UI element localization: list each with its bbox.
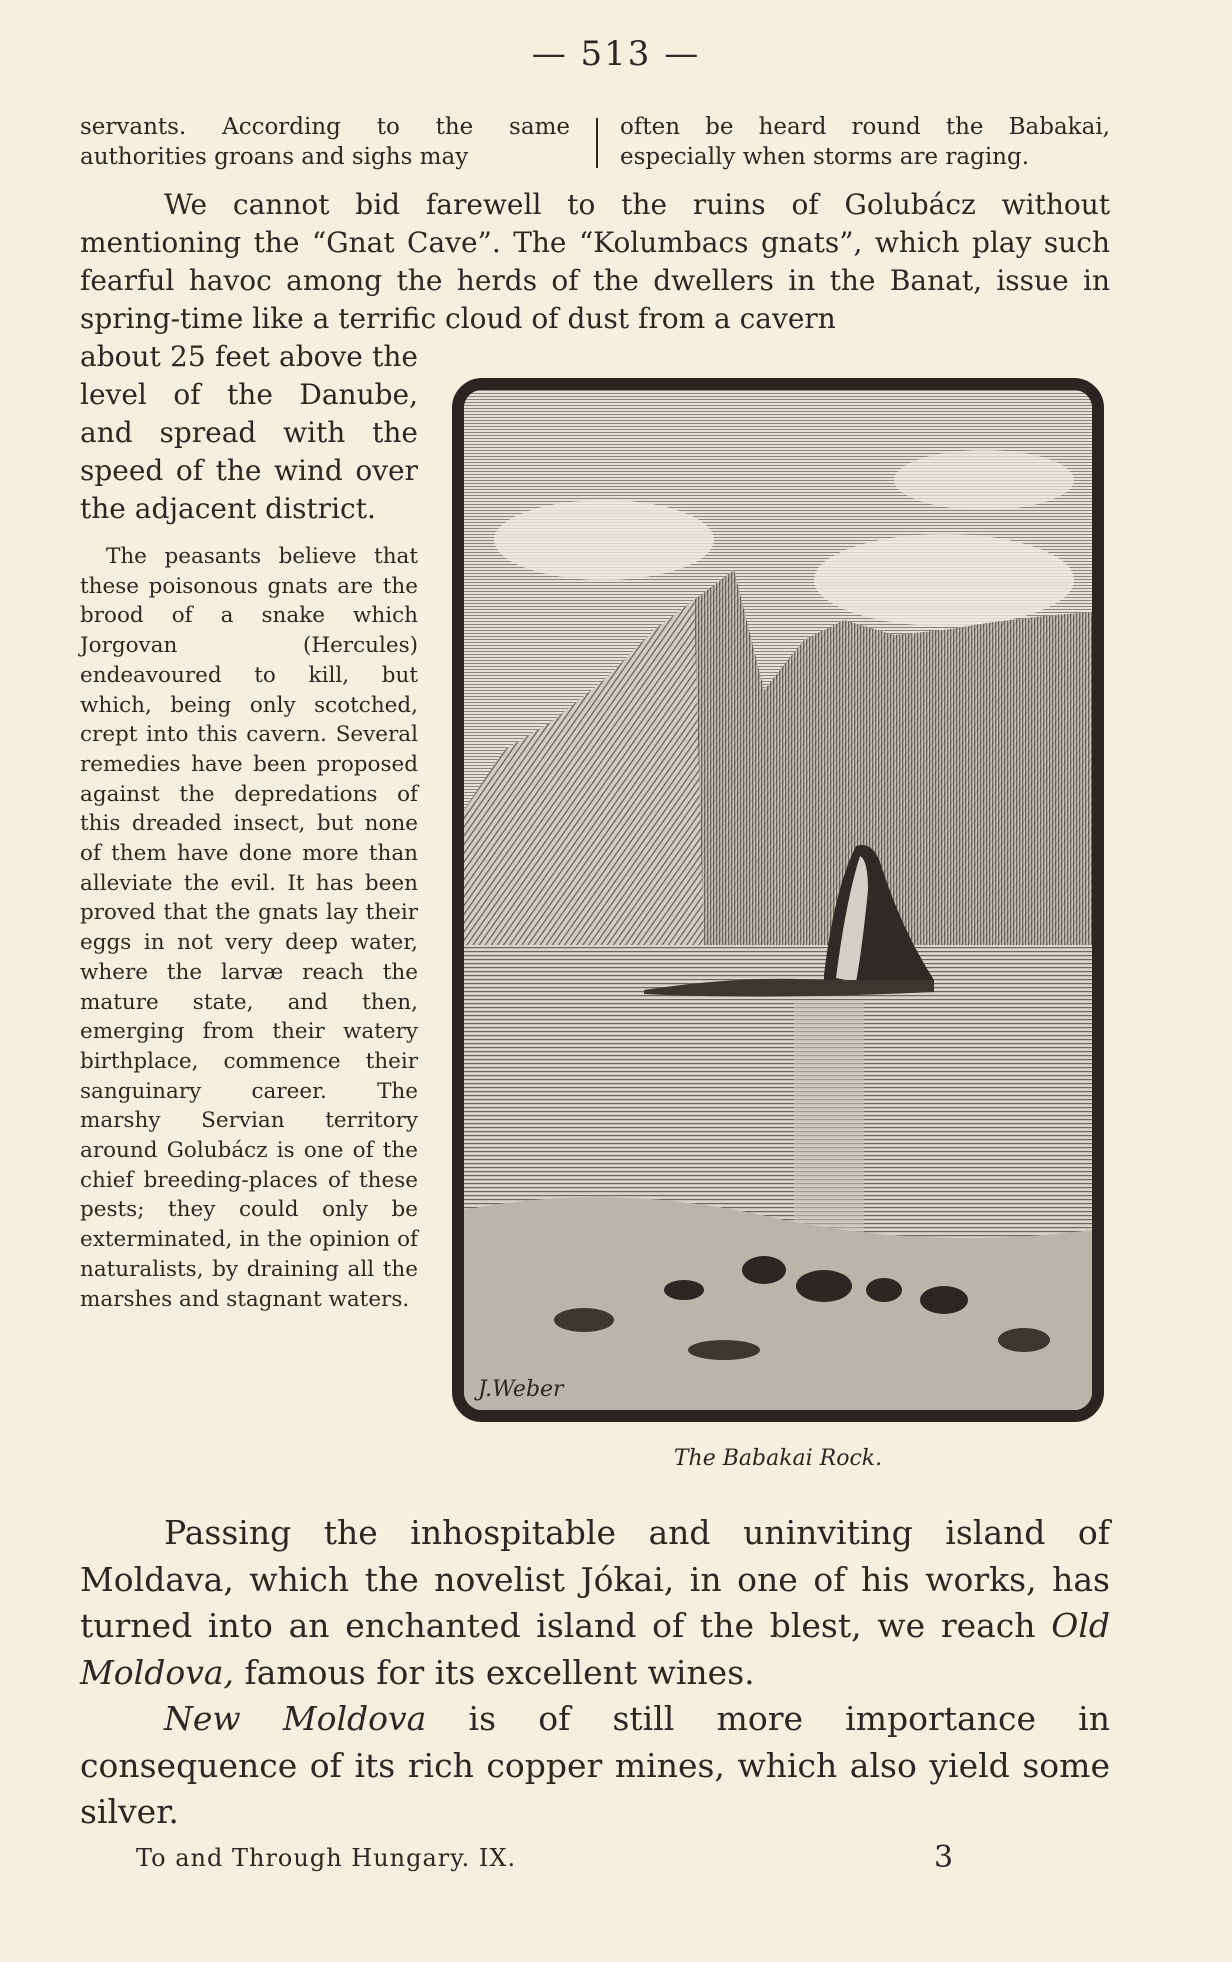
column-divider (596, 118, 598, 168)
illustration-caption: The Babakai Rock. (673, 1446, 883, 1471)
side-text-large: about 25 feet above the level of the Danube, and spread with the speed of the wind over the adjacent district. (80, 340, 418, 525)
engraver-signature: J.Weber (478, 1377, 564, 1402)
side-text-small (80, 542, 418, 1314)
paragraph-new-moldova-italic: New Moldova (164, 1699, 427, 1738)
side-small-text: The peasants believe that these poisonous gnats are the brood of a snake which Jorgovan (Hercules) endeavoured to kill, but which, being only scotched, crept into this cavern. Several remedies have been proposed against the depredations of this dreaded insect, but none of them have done more than alleviate the evil. It has been proved that the gnats lay their eggs in not very deep water, where the larvæ reach the mature state, and then, emerging from their watery birthplace, commence their sanguinary career. The marshy Servian territory around Golubácz is one of the chief breeding-places of these pests; they could only be exterminated, in the opinion of naturalists, by draining all the marshes and stagnant waters. (80, 544, 418, 1312)
intro-paragraph (80, 186, 1110, 338)
paragraph-moldava (80, 1510, 1110, 1696)
paragraph-moldava-italic: Old Moldova, (80, 1606, 1110, 1692)
page-number: — 513 — (531, 34, 701, 74)
top-column-right (620, 112, 1110, 172)
top-columns (80, 112, 1110, 178)
footer-sheet-number: 3 (934, 1840, 954, 1875)
paragraph-new-moldova-after: is of still more importance in consequence of its rich copper mines, which also yield some silver. (80, 1699, 1110, 1831)
paragraph-moldava-after: famous for its excellent wines. (234, 1652, 755, 1692)
babakai-rock-illustration (452, 378, 1104, 1422)
top-column-left (80, 112, 570, 172)
main-paragraphs (80, 1510, 1110, 1836)
top-column-right-text: often be heard round the Babakai, especially when storms are raging. (620, 114, 1110, 170)
footer-signature-line: To and Through Hungary. IX. (136, 1844, 517, 1872)
paragraph-new-moldova (80, 1696, 1110, 1836)
engraving-image (464, 390, 1092, 1410)
top-column-left-text: servants. According to the same authorities groans and sighs may (80, 114, 570, 170)
intro-text: We cannot bid farewell to the ruins of Golubácz without mentioning the “Gnat Cave”. The “Kolumbacs gnats”, which play such fearful havoc among the herds of the dwellers in the Banat, issue in spring-time like a terrific cloud of dust from a cavern (80, 188, 1110, 335)
paragraph-moldava-before: Passing the inhospitable and uninviting island of Moldava, which the novelist Jókai, in one of his works, has turned into an enchanted island of the blest, we reach (80, 1513, 1110, 1645)
